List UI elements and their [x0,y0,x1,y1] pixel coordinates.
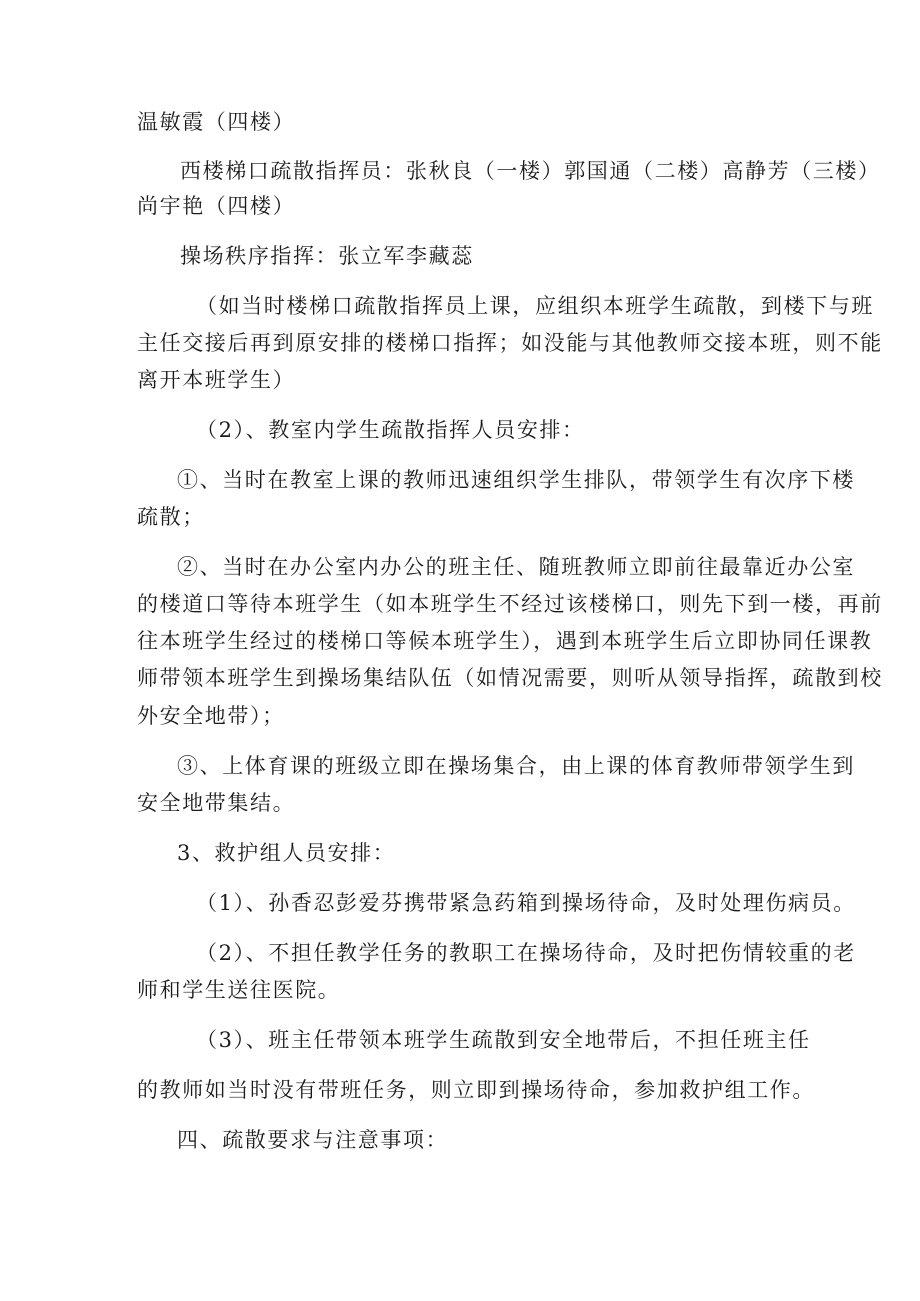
section-heading: 四、疏散要求与注意事项： [177,1128,449,1152]
section-heading: （2）、教室内学生疏散指挥人员安排： [196,418,585,442]
text-line: 温敏霞（四楼） [137,110,296,134]
text-line: 操场秩序指挥：张立军李藏蕊 [180,244,474,268]
text-line: 安全地带集结。 [137,791,296,815]
section-heading: 3、救护组人员安排： [177,841,396,865]
text-line: （2）、不担任教学任务的教职工在操场待命，及时把伤情较重的老 [196,941,856,965]
text-line: 师带领本班学生到操场集结队伍（如情况需要，则听从领导指挥，疏散到校 [137,666,883,690]
text-line: 的楼道口等待本班学生（如本班学生不经过该楼梯口，则先下到一楼，再前 [137,592,883,616]
text-line: 尚宇艳（四楼） [137,194,296,218]
text-line: 离开本班学生） [137,368,296,392]
text-line: （3）、班主任带领本班学生疏散到安全地带后，不担任班主任 [196,1028,811,1052]
text-line: ③、上体育课的班级立即在操场集合，由上课的体育教师带领学生到 [177,754,855,778]
text-line: 往本班学生经过的楼梯口等候本班学生），遇到本班学生后立即协同任课教 [137,629,873,653]
text-line: 的教师如当时没有带班任务，则立即到操场待命，参加救护组工作。 [137,1078,815,1102]
text-line: 主任交接后再到原安排的楼梯口指挥；如没能与其他教师交接本班，则不能 [137,331,883,355]
text-line: 西楼梯口疏散指挥员：张秋良（一楼）郭国通（二楼）高静芳（三楼） [180,159,881,183]
text-line: 外安全地带）； [137,704,285,728]
text-line: （1）、孙香忍彭爱芬携带紧急药箱到操场待命，及时处理伤病员。 [196,891,856,915]
text-line: 师和学生送往医院。 [137,978,341,1002]
text-line: （如当时楼梯口疏散指挥员上课，应组织本班学生疏散，到楼下与班 [196,294,874,318]
text-line: ①、当时在教室上课的教师迅速组织学生排队，带领学生有次序下楼 [177,468,855,492]
text-line: 疏散； [137,505,205,529]
text-line: ②、当时在办公室内办公的班主任、随班教师立即前往最靠近办公室 [177,555,855,579]
